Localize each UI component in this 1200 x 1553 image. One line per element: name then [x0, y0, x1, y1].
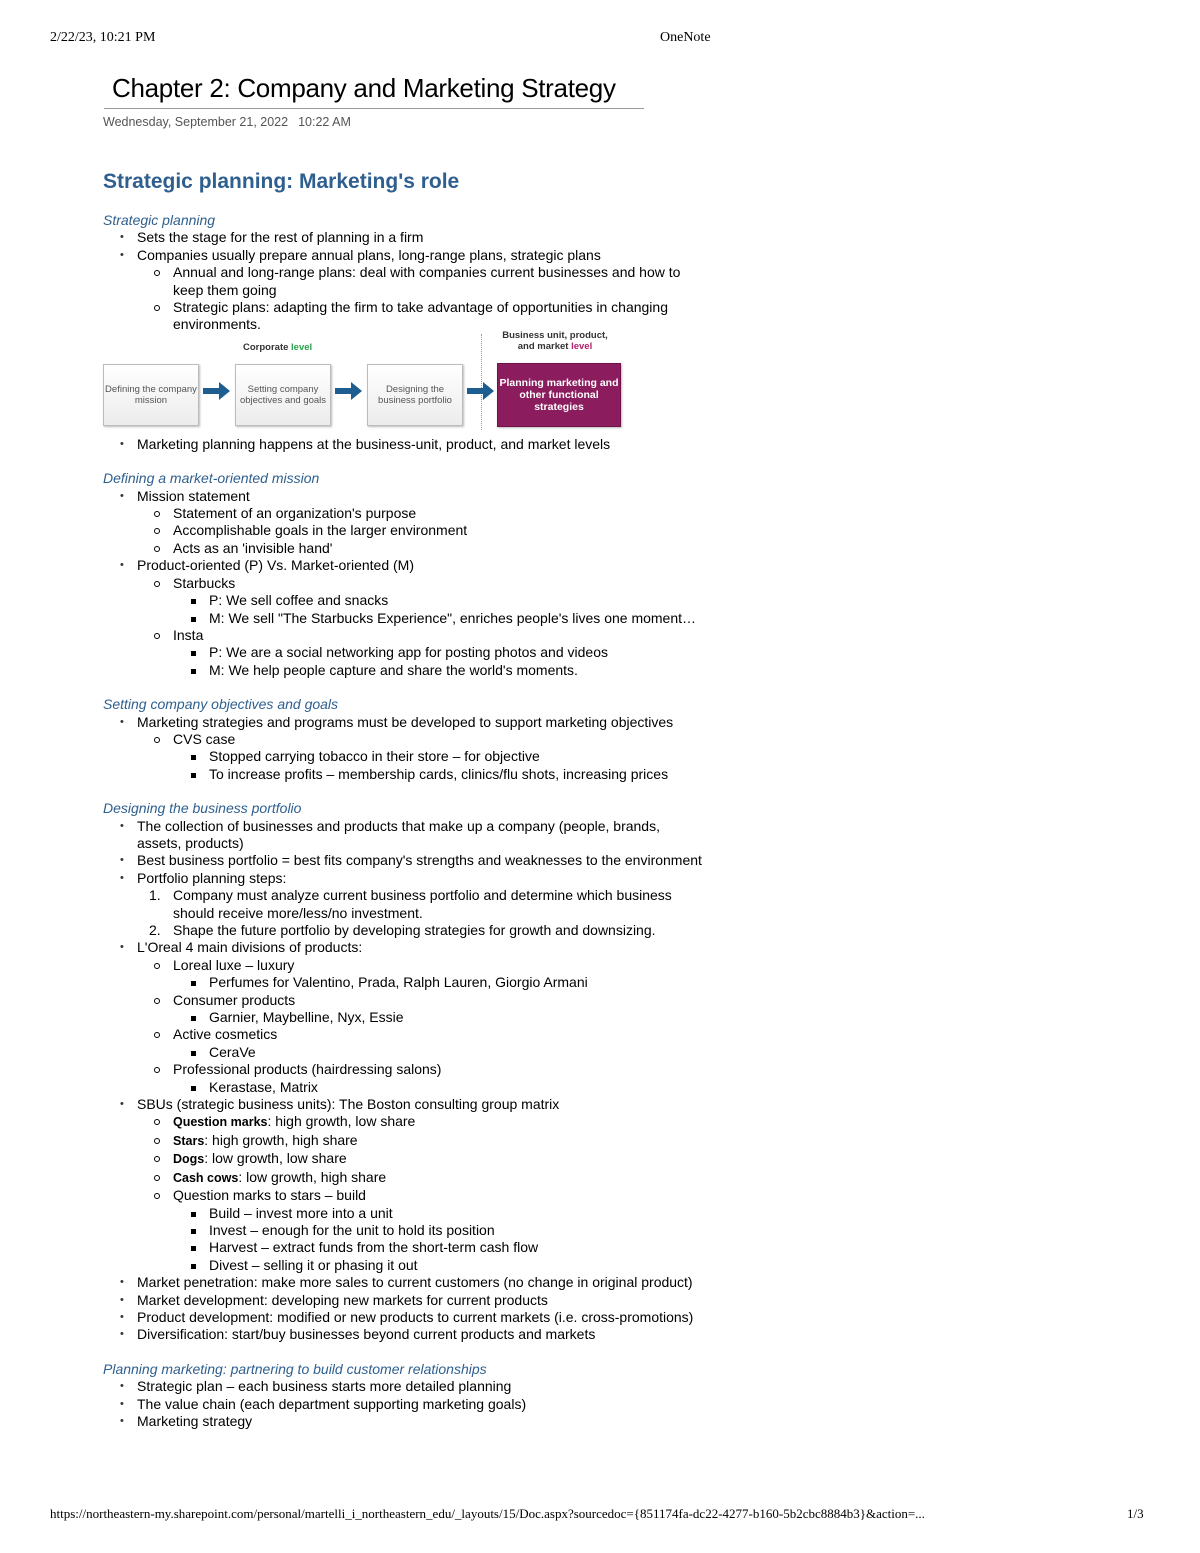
- list-item: Consumer products Garnier, Maybelline, Nyx, Essie: [173, 992, 703, 1027]
- list-item: 1. Company must analyze current business portfolio and determine which business should receive more/less/no investment.: [149, 887, 672, 921]
- step-box-portfolio: Designing the business portfolio: [367, 364, 463, 426]
- list-item: • Sets the stage for the rest of planning in a firm: [137, 229, 703, 246]
- list-item: • Market penetration: make more sales to current customers (no change in original product): [137, 1274, 703, 1291]
- subhead-partnering: Planning marketing: partnering to build customer relationships: [103, 1360, 487, 1377]
- business-level-label: Business unit, product, and market level: [502, 329, 608, 352]
- list-item: Accomplishable goals in the larger environment: [173, 522, 703, 539]
- list-item: M: We help people capture and share the world's moments.: [209, 662, 703, 679]
- list-item: CVS case Stopped carrying tobacco in their store – for objective To increase profits – membership cards, clinics/flu shots, increasing prices: [173, 731, 703, 783]
- list-item: • The collection of businesses and products that make up a company (people, brands, assets, products): [137, 818, 703, 853]
- list-item: Dogs: low growth, low share: [173, 1150, 703, 1168]
- list-item: Active cosmetics CeraVe: [173, 1026, 703, 1061]
- list-item: • Companies usually prepare annual plans, long-range plans, strategic plans Annual and long-range plans: deal with companies current businesses and how to keep them going Strategic plans: adapting the firm to take advantage of opportunities in changing environments.: [137, 247, 703, 334]
- list-item: Statement of an organization's purpose: [173, 505, 703, 522]
- planning-steps-diagram: [103, 329, 623, 430]
- print-date: 2/22/23, 10:21 PM: [50, 30, 156, 45]
- list-strategic-planning: [103, 229, 703, 333]
- list-item: • Market development: developing new markets for current products: [137, 1292, 703, 1309]
- list-item: To increase profits – membership cards, clinics/flu shots, increasing prices: [209, 766, 703, 783]
- list-item: Question marks: high growth, low share: [173, 1113, 703, 1131]
- step-box-objectives: Setting company objectives and goals: [235, 364, 331, 426]
- list-item: • Product-oriented (P) Vs. Market-oriented (M) Starbucks P: We sell coffee and snacks M: We sell "The Starbucks Experience", enriches people's lives one moment… Insta P: We are a social networking app for posting photos and videos M: We help people capture and share the world's moments.: [137, 557, 703, 679]
- list-item: P: We are a social networking app for posting photos and videos: [209, 644, 703, 661]
- arrow-right-icon: [203, 381, 231, 401]
- step-box-mission: Defining the company mission: [103, 364, 199, 426]
- list-item: Stars: high growth, high share: [173, 1132, 703, 1150]
- print-page-number: 1/3: [1127, 1506, 1144, 1521]
- list-item: • Mission statement Statement of an organization's purpose Accomplishable goals in the larger environment Acts as an 'invisible hand': [137, 488, 703, 558]
- list-item: Professional products (hairdressing salons) Kerastase, Matrix: [173, 1061, 703, 1096]
- subhead-strategic-planning: Strategic planning: [103, 212, 216, 228]
- list-objectives: [103, 714, 703, 784]
- list-item: Annual and long-range plans: deal with companies current businesses and how to keep them going: [173, 264, 703, 299]
- list-item: • Strategic plan – each business starts more detailed planning: [137, 1378, 703, 1395]
- page-time: 10:22 AM: [298, 115, 351, 129]
- list-item: Question marks to stars – build Build – invest more into a unit Invest – enough for the unit to hold its position Harvest – extract funds from the short-term cash flow Divest – selling it or phasing it out: [173, 1187, 703, 1274]
- list-item: Cash cows: low growth, high share: [173, 1169, 703, 1187]
- list-item: Perfumes for Valentino, Prada, Ralph Lauren, Giorgio Armani: [209, 974, 703, 991]
- list-item: P: We sell coffee and snacks: [209, 592, 703, 609]
- subhead-portfolio: Designing the business portfolio: [103, 800, 302, 817]
- list-item: • Best business portfolio = best fits company's strengths and weaknesses to the environment: [137, 852, 703, 869]
- list-item: • Portfolio planning steps: 1. Company must analyze current business portfolio and determine which business should receive more/less/no investment. 2. Shape the future portfolio by developing strategies for growth and downsizing.: [137, 870, 703, 940]
- list-item: • SBUs (strategic business units): The Boston consulting group matrix Question marks: high growth, low share Stars: high growth, high share Dogs: low growth, low share Cash cows: low growth, high share Question marks to stars – build Build – invest more into a unit Invest – enough for the unit to hold its position Harvest – extract funds from the short-term cash flow Divest – selling it or phasing it out: [137, 1096, 703, 1274]
- list-item: • The value chain (each department supporting marketing goals): [137, 1396, 703, 1413]
- list-item: Loreal luxe – luxury Perfumes for Valentino, Prada, Ralph Lauren, Giorgio Armani: [173, 957, 703, 992]
- list-item: • Marketing strategies and programs must be developed to support marketing objectives CVS case Stopped carrying tobacco in their store – for objective To increase profits – membership cards, clinics/flu shots, increasing prices: [137, 714, 703, 784]
- list-mission: [103, 488, 703, 679]
- arrow-right-icon: [335, 381, 363, 401]
- list-item: Strategic plans: adapting the firm to take advantage of opportunities in changing environments.: [173, 299, 703, 334]
- print-app-name: OneNote: [660, 30, 711, 45]
- page-datetime: [103, 115, 361, 129]
- corporate-level-label: Corporate level: [243, 341, 313, 353]
- list-item: • L'Oreal 4 main divisions of products: Loreal luxe – luxury Perfumes for Valentino, Prada, Ralph Lauren, Giorgio Armani Consumer products Garnier, Maybelline, Nyx, Essie Active cosmetics CeraVe Professional products (hairdressing salons) Kerastase, Matrix: [137, 939, 703, 1096]
- list-item: Kerastase, Matrix: [209, 1079, 703, 1096]
- list-item: Starbucks P: We sell coffee and snacks M: We sell "The Starbucks Experience", enriches people's lives one moment…: [173, 575, 703, 627]
- print-url: https://northeastern-my.sharepoint.com/personal/martelli_i_northeastern_edu/_layouts/15/Doc.aspx?sourcedoc={851174fa-dc22-4277-b160-5b2cbc8884b3}&action=...: [50, 1506, 925, 1521]
- list-item: Acts as an 'invisible hand': [173, 540, 703, 557]
- list-item: Insta P: We are a social networking app for posting photos and videos M: We help people capture and share the world's moments.: [173, 627, 703, 679]
- list-item: Garnier, Maybelline, Nyx, Essie: [209, 1009, 703, 1026]
- page-title: Chapter 2: Company and Marketing Strategy: [104, 73, 644, 109]
- list-strategic-planning-cont: [103, 436, 703, 453]
- list-item: Stopped carrying tobacco in their store – for objective: [209, 748, 703, 765]
- page-date: Wednesday, September 21, 2022: [103, 115, 289, 129]
- list-item: • Diversification: start/buy businesses beyond current products and markets: [137, 1326, 703, 1343]
- list-item: M: We sell "The Starbucks Experience", enriches people's lives one moment…: [209, 610, 703, 627]
- step-box-marketing: Planning marketing and other functional strategies: [497, 363, 621, 427]
- list-item: 2. Shape the future portfolio by developing strategies for growth and downsizing.: [149, 922, 656, 938]
- list-item: Build – invest more into a unit: [209, 1205, 703, 1222]
- list-item: • Marketing planning happens at the business-unit, product, and market levels: [137, 436, 703, 453]
- list-item: CeraVe: [209, 1044, 703, 1061]
- list-portfolio: [103, 818, 703, 1344]
- section-heading: Strategic planning: Marketing's role: [103, 170, 460, 193]
- note-content: [103, 168, 703, 1430]
- subhead-objectives: Setting company objectives and goals: [103, 696, 339, 713]
- list-item: Invest – enough for the unit to hold its position: [209, 1222, 703, 1239]
- subhead-mission: Defining a market-oriented mission: [103, 470, 320, 487]
- list-item: • Product development: modified or new products to current markets (i.e. cross-promotions): [137, 1309, 703, 1326]
- list-item: Harvest – extract funds from the short-term cash flow: [209, 1239, 703, 1256]
- list-partnering: [103, 1378, 703, 1430]
- arrow-right-icon: [467, 381, 495, 401]
- list-item: Divest – selling it or phasing it out: [209, 1257, 703, 1274]
- list-item: • Marketing strategy: [137, 1413, 703, 1430]
